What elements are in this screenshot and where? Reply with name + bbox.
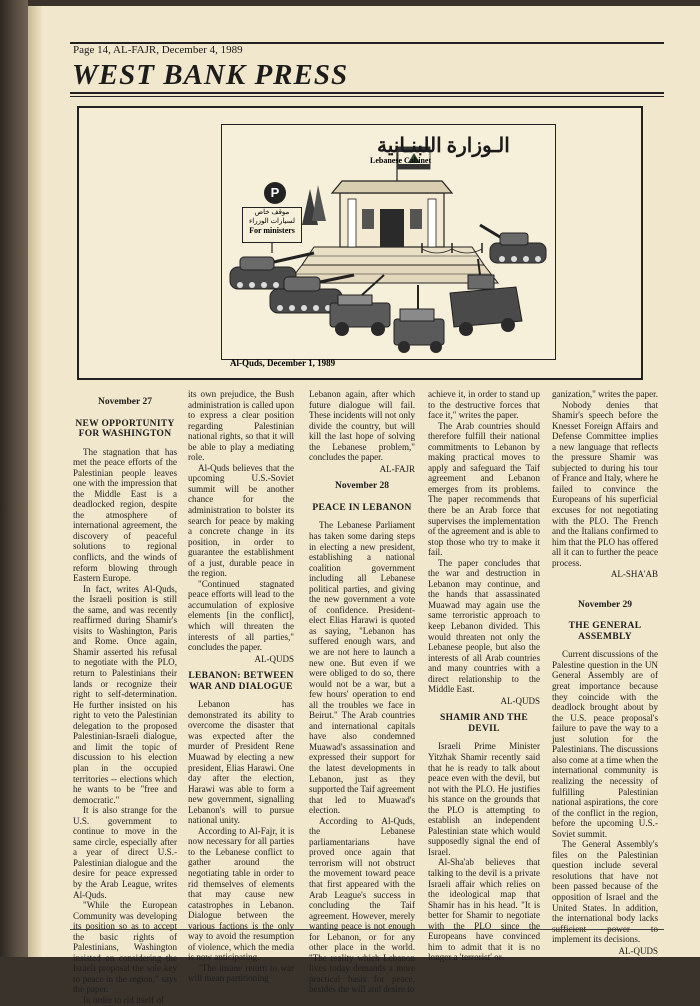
article-paragraph: Al-Sha'ab believes that talking to the devil is a private Israeli affair which relies on the ideological map that Shamir has in his head. "It is better for Shamir to negotiate with the PLO since the Europeans have convinced him to admit that it is no longer a 'terrorist' or-	[428, 857, 540, 963]
column-3	[309, 389, 415, 995]
date-heading: November 29	[578, 599, 632, 610]
section-masthead: WEST BANK PRESS	[72, 59, 349, 91]
column-5	[552, 389, 658, 963]
column-1	[73, 397, 177, 1006]
binder-spine	[0, 0, 28, 957]
political-cartoon	[221, 124, 556, 368]
article-paragraph: "While the European Community was developing its position so as to accept the basic rights of Palestinians, Washington insisted on considering the Israeli proposal the sole key to peace in the region," says the paper.	[73, 900, 177, 995]
article-paragraph: In fact, writes Al-Quds, the Israeli position is still the same, and was recently reaffirmed during Shamir's visits to Washington, Paris and Rome. Once again, Shamir asserted his refusal to negotiate with the PLO, return to Palestinians their lands or recognize their right to self-determination. He further insisted on his right to veto the Palestinian delegation to the proposed Palestinian-Israeli dialogue, and limit the topic of discussion to his election plan in the occupied territories -- elections which he wants to be "free and democratic."	[73, 583, 177, 805]
date-heading: November 28	[335, 481, 389, 492]
ministers-parking-sign	[242, 207, 302, 243]
article-paragraph: The paper concludes that the war and destruction in Lebanon may continue, and the hands that assassinated Muawad may again use the same terroristic approach to keep Lebanon divided. This would threaten not only the Lebanese people, but also the interests of all Arab countries and many countries with a direct relationship to the Middle East.	[428, 557, 540, 695]
article-headline: PEACE IN LEBANON	[312, 502, 412, 513]
source-credit: AL-QUDS	[254, 653, 294, 664]
article-paragraph: Current discussions of the Palestine question in the UN General Assembly are of great importance because they coincide with the deadlock brought about by the U.S. peace proposal's failure to pave the way to a just solution for the Palestinians. The discussions also come at a time when the international community is realizing the necessity of fulfilling Palestinian national aspirations, the core of the conflict in the region, before the upcoming U.S.-Soviet summit.	[552, 649, 658, 839]
cabinet-label: Lebanese Cabinet	[370, 156, 432, 165]
article-paragraph: In order to rid itself of	[83, 994, 165, 1005]
building-door	[380, 209, 404, 247]
source-credit: AL-SHA'AB	[610, 569, 658, 580]
source-credit: AL-QUDS	[618, 945, 658, 956]
article-paragraph: The General Assembly's files on the Palestinian question include several resolutions that have not been passed because of the opposition of Israel and the United States. In addition, the international body lacks sufficient power to implement its decisions.	[552, 839, 658, 945]
cartoon-frame	[77, 106, 643, 380]
sign-arabic-line-1: موقف خاص	[254, 208, 290, 216]
article-paragraph: Nobody denies that Shamir's speech before the Knesset Foreign Affairs and Defense Committee implies a new language that reflects the pressure Shamir was subjected to during his tour of France and Italy, where he failed to convince the Europeans of his superficial excuses for not negotiating with the PLO. The French and the Italians confirmed to him that the PLO has offered all it can to further the peace process.	[552, 399, 658, 568]
folio-line: Page 14, AL-FAJR, December 4, 1989	[73, 44, 243, 56]
column-4	[428, 389, 540, 963]
building-roof	[332, 181, 452, 193]
parking-sign-icon: P	[264, 182, 286, 204]
tank-3	[480, 225, 546, 263]
source-credit: AL-QUDS	[500, 695, 540, 706]
article-headline: NEW OPPORTUNITY FOR WASHINGTON	[75, 418, 175, 440]
article-headline: SHAMIR AND THE DEVIL	[440, 713, 528, 734]
article-paragraph: "The insane return to war will mean partitioning	[188, 962, 294, 984]
article-headline: LEBANON: BETWEEN WAR AND DIALOGUE	[188, 671, 294, 692]
masthead-rule	[70, 92, 664, 94]
jeep-2	[394, 285, 444, 353]
masthead-rule-thin	[70, 96, 664, 97]
article-paragraph: According to Al-Fajr, it is now necessary for all parties to the Lebanese conflict to gather around the negotiating table in order to rid themselves of elements that may cause new catastrophes in Lebanon. Dialogue between the various factions is the only way to avoid the resumption of violence, which the media is now anticipating.	[188, 825, 294, 963]
bottom-rule	[70, 929, 664, 930]
page-fold-shadow	[28, 6, 42, 957]
article-paragraph: Lebanon again, after which future dialogue will fail. These incidents will not only divide the country, but will kill the last hope of solving the Lebanese problem," concludes the paper.	[309, 389, 415, 463]
date-heading: November 27	[98, 397, 152, 407]
article-paragraph: Al-Quds believes that the upcoming U.S.-Soviet summit will be another chance for the administration to bolster its search for peace by making a concrete change in its position, in order to guarantee the establishment of a just, durable peace in the region.	[188, 462, 294, 579]
article-headline: THE GENERAL ASSEMBLY	[568, 621, 642, 642]
cartoon-arabic-title: الـوزارة اللبنـانية	[377, 135, 510, 157]
article-paragraph: According to Al-Quds, the Lebanese parliamentarians have proved once again that terrorism will not obstruct the movement toward peace that first appeared with the Arab League's success in concluding the Taif agreement. However, merely wanting peace is not enough for Lebanon, or for any other place in the world. "The reality which Lebanon lives today demands a more practical basis for peace, besides the will and desire to	[309, 815, 415, 995]
article-paragraph: The Arab countries should therefore fulfill their national commitments to Lebanon by making practical moves to apply and safeguard the Taif agreement and Lebanon emerges from its problems. The paper recommends that there be an Arab force that supervises the implementation of the agreement and is able to stop those who try to make it fail.	[428, 420, 540, 558]
article-paragraph: The stagnation that has met the peace efforts of the Palestinian people leaves one with the impression that the Middle East is a deadlocked region, despite the atmosphere of international agreement, the discovery of peaceful solutions to regional conflicts, and the winds of reform blowing through Eastern Europe.	[73, 446, 177, 584]
article-paragraph: its own prejudice, the Bush administration is called upon to express a clear position regarding Palestinian national rights, so that it will be able to play a mediating role.	[188, 389, 294, 463]
article-paragraph: The Lebanese Parliament has taken some daring steps in electing a new president, establishing a national coalition government including all Lebanese political parties, and giving the new government a vote of confidence. President-elect Elias Harawi is quoted as saying, "Lebanon has suffered enough wars, and we are not here to launch a new one. But even if we were obliged to do so, there would not be a war, but a few hours' operation to end all the troubles we face in Beirut." The Arab countries and international capitals have also condemned Muawad's assassination and expressed their support for the latest developments in Lebanon, just as they supported the Taif agreement that led to Muawad's election.	[309, 520, 416, 816]
column-2	[188, 389, 294, 984]
article-paragraph: ganization," writes the paper.	[552, 389, 658, 399]
article-paragraph: It is also strange for the U.S. government to continue to move in the same circle, especially after a year of direct U.S.-Palestinian dialogue and the desire for peace expressed by the Arab League, writes Al-Quds.	[73, 805, 177, 900]
article-paragraph: Lebanon has demonstrated its ability to overcome the disaster that was expected after the murder of President Rene Muawad by electing a new president, Elias Harawi. One day after the election, Harawi was able to form a new government, signalling Lebanon's will to pursue national unity.	[188, 699, 294, 826]
article-paragraph: "Continued stagnated peace efforts will lead to the accumulation of explosive elements [in the conflict], which will threaten the interests of all parties," concludes the paper.	[188, 578, 294, 653]
jeep-1	[330, 275, 390, 336]
sign-english: For ministers	[249, 226, 295, 235]
article-paragraph: Israeli Prime Minister Yitzhak Shamir recently said that he is ready to talk about peace even with the devil, but not with the PLO. He justifies his stance on the grounds that the PLO is attempting to establish an independent Palestinian state which would supposedly signal the end of Israel.	[428, 741, 540, 857]
source-credit: AL-FAJR	[379, 463, 415, 474]
sign-arabic-line-2: لسيارات الوزراء	[249, 217, 295, 225]
cartoon-caption: Al-Quds, December 1, 1989	[230, 358, 336, 368]
article-paragraph: achieve it, in order to stand up to the destructive forces that face it," writes the paper.	[428, 389, 540, 421]
